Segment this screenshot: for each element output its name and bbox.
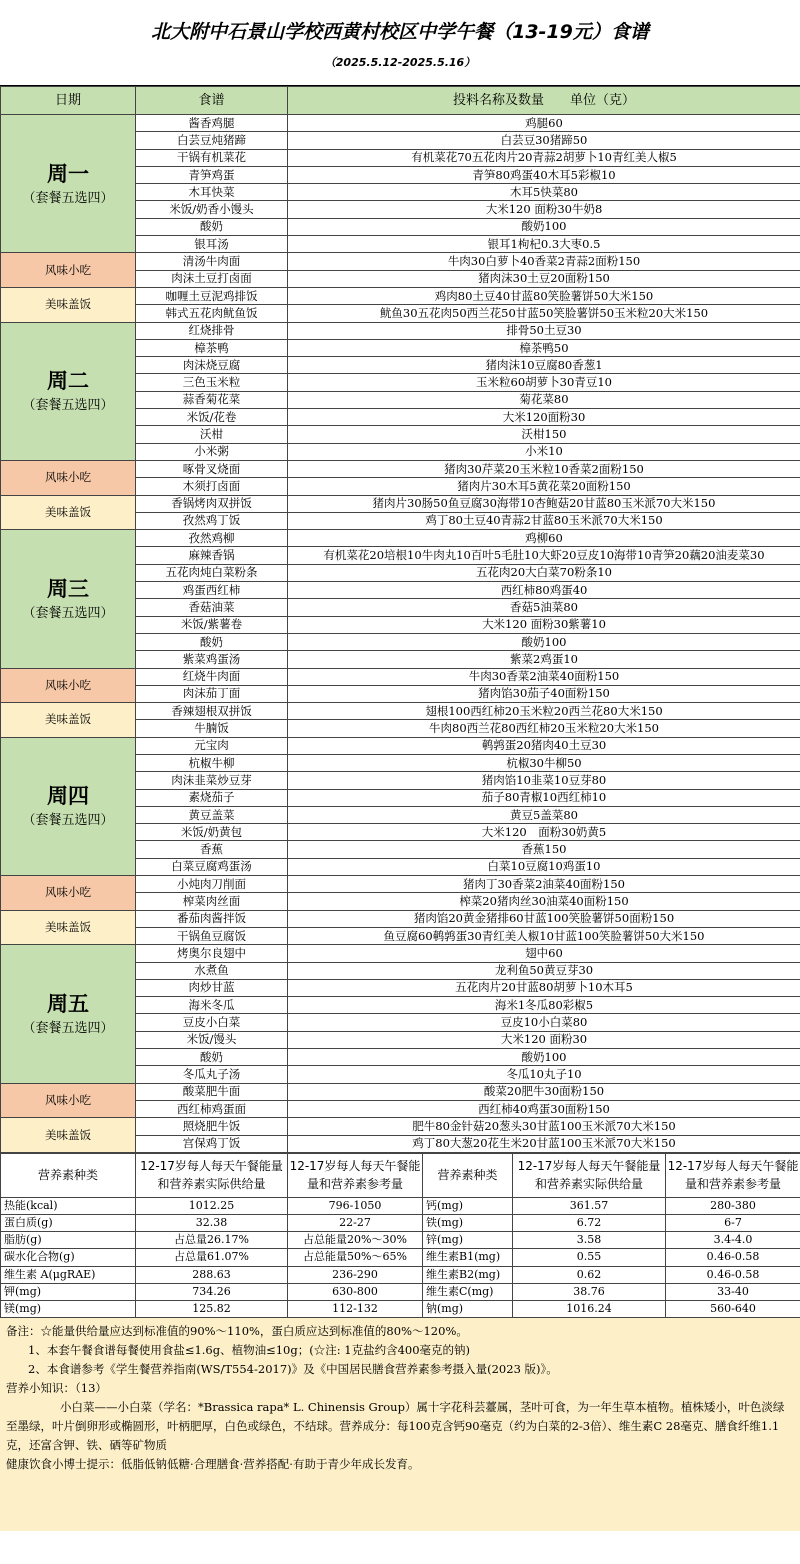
dish-ingredients: 玉米粒60胡萝卜30青豆10 [288,374,800,391]
nutrition-header: 12-17岁每人每天午餐能量和营养素实际供给量 [513,1153,666,1197]
set-label: （套餐五选四） [22,398,114,414]
dish-name: 杭椒牛柳 [136,754,288,771]
nutrient-value: 占总量61.07% [136,1249,288,1266]
nutrient-value: 1016.24 [513,1300,666,1317]
dish-ingredients: 西红柿80鸡蛋40 [288,582,800,599]
dish-ingredients: 牛肉30香菜2油菜40面粉150 [288,668,800,685]
dish-name: 小炖肉刀削面 [136,876,288,893]
dish-name: 咖喱土豆泥鸡排饭 [136,287,288,304]
nutrient-value: 32.38 [136,1215,288,1232]
dish-name: 烤奥尔良翅中 [136,945,288,962]
dish-name: 香辣翅根双拼饭 [136,703,288,720]
dish-ingredients: 五花肉片20甘蓝80胡萝卜10木耳5 [288,979,800,996]
day-name: 周三 [47,576,89,601]
dish-name: 酱香鸡腿 [136,115,288,132]
dish-name: 鸡蛋西红柿 [136,582,288,599]
dish-name: 红烧排骨 [136,322,288,339]
nutrient-value: 560-640 [666,1300,800,1317]
day-name: 周四 [47,784,89,809]
nutrient-value: 33-40 [666,1283,800,1300]
dish-ingredients: 排骨50土豆30 [288,322,800,339]
dish-name: 孜然鸡柳 [136,530,288,547]
nutrition-header: 营养素种类 [1,1153,136,1197]
dish-ingredients: 龙利鱼50黄豆芽30 [288,962,800,979]
snack-label: 风味小吃 [1,668,136,703]
dish-ingredients: 鱿鱼30五花肉50西兰花50甘蓝50笑脸薯饼50玉米粒20大米150 [288,305,800,322]
dish-ingredients: 沃柑150 [288,426,800,443]
nutrition-header: 营养素种类 [423,1153,513,1197]
dish-name: 榨菜肉丝面 [136,893,288,910]
nutrient-value: 125.82 [136,1300,288,1317]
header-dish: 食谱 [136,87,288,115]
dish-ingredients: 大米120 面粉30紫薯10 [288,616,800,633]
dish-name: 照烧肥牛饭 [136,1118,288,1135]
nutrient-value: 236-290 [288,1266,423,1283]
nutrient-value: 796-1050 [288,1197,423,1214]
rice-label: 美味盖饭 [1,287,136,322]
dish-ingredients: 猪肉丁30香菜2油菜40面粉150 [288,876,800,893]
dish-name: 啄骨叉烧面 [136,460,288,477]
menu-row [1,737,800,754]
note-reference: 2、本食谱参考《学生餐营养指南(WS/T554-2017)》及《中国居民膳食营养素参考摄入量(2023 版)》。 [28,1362,558,1377]
dish-name: 西红柿鸡蛋面 [136,1100,288,1117]
dish-name: 木须打卤面 [136,478,288,495]
nutrition-row [1,1215,800,1232]
dish-ingredients: 白芸豆30猪蹄50 [288,132,800,149]
nutrition-row [1,1283,800,1300]
note-remark: 备注：☆能量供给量应达到标准值的90%～110%，蛋白质应达到标准值的80%～120%。 [6,1324,468,1339]
dish-name: 孜然鸡丁饭 [136,512,288,529]
menu-row [1,945,800,962]
nutrient-value: 112-132 [288,1300,423,1317]
dish-ingredients: 有机菜花70五花肉片20青蒜2胡萝卜10青红美人椒5 [288,149,800,166]
dish-ingredients: 鸡腿60 [288,115,800,132]
note-salt-oil: 1、本套午餐食谱每餐使用食盐≤1.6g、植物油≤10g；(☆注: 1克盐约含400毫克的钠) [28,1343,470,1358]
dish-ingredients: 大米120 面粉30奶黄5 [288,824,800,841]
nutrient-value: 6-7 [666,1215,800,1232]
nutrient-value: 288.63 [136,1266,288,1283]
menu-row [1,287,800,304]
nutrition-table [0,1153,800,1318]
dish-name: 麻辣香锅 [136,547,288,564]
nutrient-name: 钙(mg) [423,1197,513,1214]
dish-ingredients: 西红柿40鸡蛋30面粉150 [288,1100,800,1117]
nutrient-value: 630-800 [288,1283,423,1300]
dish-ingredients: 猪肉馅10韭菜10豆芽80 [288,772,800,789]
menu-row [1,115,800,132]
health-tip: 健康饮食小博士提示：低脂低钠低糖·合理膳食·营养搭配·有助于青少年成长发育。 [6,1457,420,1472]
nutrient-name: 蛋白质(g) [1,1215,136,1232]
knowledge-text: 小白菜——小白菜（学名：*Brassica rapa* L. Chinensis Group）属十字花科芸薹属，茎叶可食，为一年生草本植物。植株矮小，叶色淡绿至墨绿，叶片倒卵形或椭圆形，叶柄肥厚，白色或绿色，不结球。营养成分：每100克含钙90毫克（约为白菜的2-3倍）、维生素C 28毫克、膳食纤维1.1克，还富含钾、铁、硒等矿物质 [6,1400,785,1453]
dish-name: 元宝肉 [136,737,288,754]
nutrient-value: 22-27 [288,1215,423,1232]
snack-label: 风味小吃 [1,876,136,911]
nutrition-header: 12-17岁每人每天午餐能量和营养素参考量 [666,1153,800,1197]
nutrient-name: 热能(kcal) [1,1197,136,1214]
dish-name: 米饭/紫薯卷 [136,616,288,633]
dish-name: 海米冬瓜 [136,997,288,1014]
nutrient-name: 维生素B2(mg) [423,1266,513,1283]
dish-name: 肉沫茄丁面 [136,685,288,702]
dish-name: 酸奶 [136,1049,288,1066]
menu-row [1,495,800,512]
dish-name: 干锅有机菜花 [136,149,288,166]
menu-row [1,1118,800,1135]
dish-ingredients: 牛肉80西兰花80西红柿20玉米粒20大米150 [288,720,800,737]
dish-name: 牛腩饭 [136,720,288,737]
dish-ingredients: 榨菜20猪肉丝30油菜40面粉150 [288,893,800,910]
dish-name: 冬瓜丸子汤 [136,1066,288,1083]
dish-ingredients: 鸡丁80土豆40青蒜2甘蓝80玉米派70大米150 [288,512,800,529]
nutrient-value: 0.55 [513,1249,666,1266]
day-cell [1,945,136,1083]
nutrient-name: 维生素B1(mg) [423,1249,513,1266]
menu-row [1,876,800,893]
dish-ingredients: 牛肉30白萝卜40香菜2青蒜2面粉150 [288,253,800,270]
nutrient-name: 碳水化合物(g) [1,1249,136,1266]
nutrition-row [1,1300,800,1317]
menu-body [1,115,800,1153]
menu-row [1,322,800,339]
dish-ingredients: 樟茶鸭50 [288,339,800,356]
nutrient-name: 钾(mg) [1,1283,136,1300]
dish-ingredients: 木耳5快菜80 [288,184,800,201]
dish-name: 银耳汤 [136,236,288,253]
dish-ingredients: 海米1冬瓜80彩椒5 [288,997,800,1014]
set-label: （套餐五选四） [22,190,114,206]
nutrient-value: 734.26 [136,1283,288,1300]
nutrition-row [1,1197,800,1214]
menu-table [0,86,800,1153]
dish-ingredients: 肥牛80金针菇20葱头30甘蓝100玉米派70大米150 [288,1118,800,1135]
dish-ingredients: 翅中60 [288,945,800,962]
nutrient-value: 1012.25 [136,1197,288,1214]
nutrient-name: 锌(mg) [423,1232,513,1249]
dish-name: 三色玉米粒 [136,374,288,391]
nutrient-value: 0.46-0.58 [666,1249,800,1266]
dish-ingredients: 鹌鹑蛋20猪肉40土豆30 [288,737,800,754]
dish-ingredients: 猪肉沫10豆腐80香葱1 [288,357,800,374]
nutrient-name: 铁(mg) [423,1215,513,1232]
nutrient-value: 361.57 [513,1197,666,1214]
dish-name: 沃柑 [136,426,288,443]
dish-name: 酸奶 [136,218,288,235]
dish-name: 樟茶鸭 [136,339,288,356]
date-range: （2025.5.12-2025.5.16） [0,50,800,86]
dish-ingredients: 酸奶100 [288,218,800,235]
dish-name: 素烧茄子 [136,789,288,806]
nutrient-value: 38.76 [513,1283,666,1300]
dish-name: 清汤牛肉面 [136,253,288,270]
nutrient-name: 镁(mg) [1,1300,136,1317]
dish-name: 番茄肉酱拌饭 [136,910,288,927]
dish-ingredients: 香蕉150 [288,841,800,858]
dish-name: 水煮鱼 [136,962,288,979]
dish-name: 白菜豆腐鸡蛋汤 [136,858,288,875]
day-cell [1,530,136,668]
menu-row [1,703,800,720]
day-cell [1,322,136,460]
dish-ingredients: 青笋80鸡蛋40木耳5彩椒10 [288,166,800,183]
set-label: （套餐五选四） [22,1020,114,1036]
nutrition-body [1,1153,800,1317]
dish-ingredients: 猪肉沫30土豆20面粉150 [288,270,800,287]
dish-ingredients: 冬瓜10丸子10 [288,1066,800,1083]
dish-name: 米饭/花卷 [136,409,288,426]
dish-ingredients: 五花肉20大白菜70粉条10 [288,564,800,581]
dish-name: 酸奶 [136,633,288,650]
dish-name: 白芸豆炖猪蹄 [136,132,288,149]
snack-label: 风味小吃 [1,253,136,288]
header-ingredients: 投料名称及数量 单位（克） [288,87,800,115]
day-name: 周五 [47,991,89,1016]
dish-ingredients: 香菇5油菜80 [288,599,800,616]
dish-ingredients: 茄子80青椒10西红柿10 [288,789,800,806]
nutrient-value: 280-380 [666,1197,800,1214]
nutrition-row [1,1232,800,1249]
set-label: （套餐五选四） [22,605,114,621]
dish-name: 青笋鸡蛋 [136,166,288,183]
set-label: （套餐五选四） [22,813,114,829]
snack-label: 风味小吃 [1,1083,136,1118]
nutrition-header: 12-17岁每人每天午餐能量和营养素实际供给量 [136,1153,288,1197]
menu-row [1,460,800,477]
dish-ingredients: 紫菜2鸡蛋10 [288,651,800,668]
dish-ingredients: 小米10 [288,443,800,460]
header-date: 日期 [1,87,136,115]
rice-label: 美味盖饭 [1,910,136,945]
nutrient-name: 维生素C(mg) [423,1283,513,1300]
rice-label: 美味盖饭 [1,703,136,738]
dish-ingredients: 酸奶100 [288,633,800,650]
dish-ingredients: 白菜10豆腐10鸡蛋10 [288,858,800,875]
dish-name: 五花肉炖白菜粉条 [136,564,288,581]
rice-label: 美味盖饭 [1,1118,136,1153]
dish-ingredients: 鱼豆腐60鹌鹑蛋30青红美人椒10甘蓝100笑脸薯饼50大米150 [288,927,800,944]
nutrition-header: 12-17岁每人每天午餐能量和营养素参考量 [288,1153,423,1197]
dish-ingredients: 翅根100西红柿20玉米粒20西兰花80大米150 [288,703,800,720]
day-cell [1,737,136,875]
nutrient-value: 占总能量20%～30% [288,1232,423,1249]
dish-ingredients: 猪肉馅30茄子40面粉150 [288,685,800,702]
nutrition-row [1,1266,800,1283]
nutrient-value: 0.62 [513,1266,666,1283]
dish-ingredients: 大米120 面粉30牛奶8 [288,201,800,218]
dish-ingredients: 杭椒30牛柳50 [288,754,800,771]
dish-name: 豆皮小白菜 [136,1014,288,1031]
dish-name: 韩式五花肉鱿鱼饭 [136,305,288,322]
dish-ingredients: 银耳1枸杞0.3大枣0.5 [288,236,800,253]
dish-ingredients: 有机菜花20培根10牛肉丸10百叶5毛肚10大虾20豆皮10海带10青笋20藕20油麦菜30 [288,547,800,564]
dish-ingredients: 鸡肉80土豆40甘蓝80笑脸薯饼50大米150 [288,287,800,304]
dish-name: 香锅烤肉双拼饭 [136,495,288,512]
dish-ingredients: 猪肉片30木耳5黄花菜20面粉150 [288,478,800,495]
menu-row [1,253,800,270]
nutrient-value: 3.58 [513,1232,666,1249]
nutrient-value: 3.4-4.0 [666,1232,800,1249]
nutrition-header-row [1,1153,800,1197]
menu-row [1,910,800,927]
dish-name: 小米粥 [136,443,288,460]
dish-name: 干锅鱼豆腐饭 [136,927,288,944]
dish-name: 肉沫韭菜炒豆芽 [136,772,288,789]
nutrient-value: 6.72 [513,1215,666,1232]
nutrient-name: 钠(mg) [423,1300,513,1317]
dish-ingredients: 酸奶100 [288,1049,800,1066]
nutrient-value: 占总量26.17% [136,1232,288,1249]
dish-ingredients: 猪肉30芹菜20玉米粒10香菜2面粉150 [288,460,800,477]
rice-label: 美味盖饭 [1,495,136,530]
dish-name: 紫菜鸡蛋汤 [136,651,288,668]
dish-name: 香蕉 [136,841,288,858]
dish-ingredients: 大米120面粉30 [288,409,800,426]
day-cell [1,115,136,253]
dish-ingredients: 大米120 面粉30 [288,1031,800,1048]
dish-name: 肉沫烧豆腐 [136,357,288,374]
dish-name: 木耳快菜 [136,184,288,201]
menu-row [1,530,800,547]
dish-ingredients: 豆皮10小白菜80 [288,1014,800,1031]
dish-name: 米饭/奶香小馒头 [136,201,288,218]
dish-ingredients: 黄豆5盖菜80 [288,806,800,823]
nutrient-name: 维生素 A(μgRAE) [1,1266,136,1283]
dish-ingredients: 猪肉片30肠50鱼豆腐30海带10杏鲍菇20甘蓝80玉米派70大米150 [288,495,800,512]
nutrient-value: 占总能量50%～65% [288,1249,423,1266]
dish-ingredients: 酸菜20肥牛30面粉150 [288,1083,800,1100]
day-name: 周一 [47,161,89,186]
nutrient-value: 0.46-0.58 [666,1266,800,1283]
dish-name: 肉炒甘蓝 [136,979,288,996]
menu-row [1,668,800,685]
dish-ingredients: 猪肉馅20黄金猪排60甘蓝100笑脸薯饼50面粉150 [288,910,800,927]
dish-name: 黄豆盖菜 [136,806,288,823]
dish-name: 米饭/馒头 [136,1031,288,1048]
nutrient-name: 脂肪(g) [1,1232,136,1249]
dish-name: 香菇油菜 [136,599,288,616]
dish-name: 蒜香菊花菜 [136,391,288,408]
snack-label: 风味小吃 [1,460,136,495]
menu-row [1,1083,800,1100]
nutrition-row [1,1249,800,1266]
dish-name: 红烧牛肉面 [136,668,288,685]
dish-name: 酸菜肥牛面 [136,1083,288,1100]
day-name: 周二 [47,369,89,394]
dish-name: 肉沫土豆打卤面 [136,270,288,287]
knowledge-title: 营养小知识：（13） [6,1381,107,1396]
dish-ingredients: 菊花菜80 [288,391,800,408]
dish-name: 米饭/奶黄包 [136,824,288,841]
dish-ingredients: 鸡柳60 [288,530,800,547]
dish-name: 宫保鸡丁饭 [136,1135,288,1152]
dish-ingredients: 鸡丁80大葱20花生米20甘蓝100玉米派70大米150 [288,1135,800,1152]
menu-header-row [1,87,800,115]
page-title: 北大附中石景山学校西黄村校区中学午餐（13-19元）食谱 [151,21,649,43]
notes-section [0,1318,800,1531]
